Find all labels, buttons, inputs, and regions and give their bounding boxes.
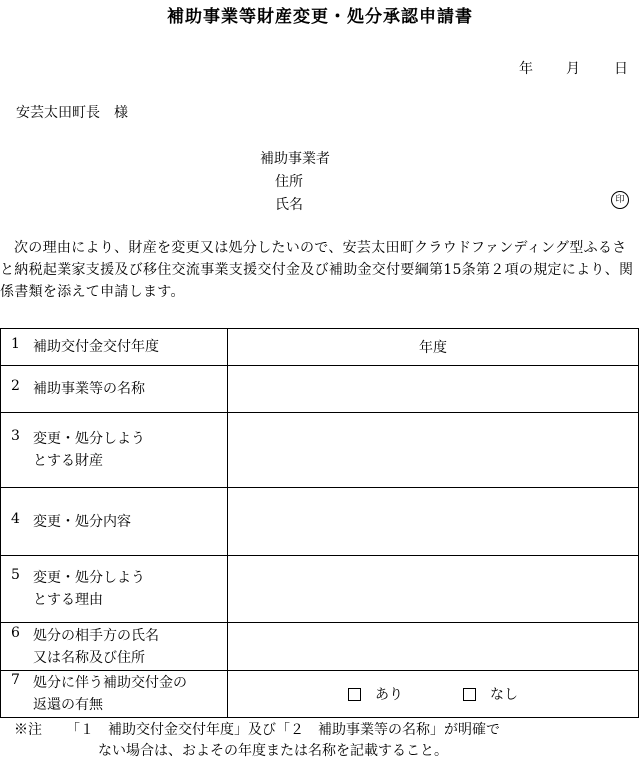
fiscal-year-suffix: 年度 bbox=[419, 340, 447, 356]
table-row bbox=[1, 413, 639, 488]
table-row bbox=[1, 556, 639, 623]
refund-no-option[interactable] bbox=[463, 684, 518, 704]
document-title: 補助事業等財産変更・処分承認申請書 bbox=[167, 7, 473, 27]
row-number: 4 bbox=[11, 510, 20, 527]
change-reason-field[interactable] bbox=[228, 556, 639, 623]
row-number: 3 bbox=[11, 428, 20, 444]
seal-mark: 印 bbox=[611, 191, 629, 209]
row-label bbox=[1, 488, 228, 556]
target-property-field[interactable] bbox=[228, 413, 639, 488]
checkbox-icon[interactable] bbox=[463, 688, 476, 701]
table-row bbox=[1, 488, 639, 556]
applicant-address-label: 住所 bbox=[275, 174, 303, 190]
refund-option-cell bbox=[228, 671, 639, 718]
row-label-text: 処分に伴う補助交付金の bbox=[33, 675, 187, 691]
application-statement: 次の理由により、財産を変更又は処分したいので、安芸太田町クラウドファンディング型ふるさと納税起業家支援及び移住交流事業支援交付金及び補助金交付要綱第15条第２項の規定により、関係書類を添えて申請します。 bbox=[0, 240, 634, 300]
addressee: 安芸太田町長 様 bbox=[16, 105, 128, 121]
row-label bbox=[1, 623, 228, 671]
row-label-text: とする財産 bbox=[33, 453, 103, 469]
row-number: 5 bbox=[11, 567, 20, 583]
footnote-text-1: 「１ 補助交付金交付年度」及び「２ 補助事業等の名称」が明確で bbox=[66, 722, 500, 738]
row-label-text: 変更・処分しよう bbox=[33, 570, 145, 586]
footnote-mark: ※注 bbox=[14, 722, 42, 738]
project-name-field[interactable] bbox=[228, 366, 639, 413]
row-number: 7 bbox=[11, 672, 20, 688]
row-label bbox=[1, 556, 228, 623]
applicant-name-label: 氏名 bbox=[275, 197, 303, 213]
date-month-label: 月 bbox=[566, 61, 580, 77]
row-label bbox=[1, 413, 228, 488]
table-row bbox=[1, 623, 639, 671]
change-details-field[interactable] bbox=[228, 488, 639, 556]
date-year-label: 年 bbox=[519, 61, 533, 77]
row-label-text: 返還の有無 bbox=[33, 697, 103, 713]
row-label bbox=[1, 366, 228, 413]
row-label-text: 変更・処分しよう bbox=[33, 431, 145, 447]
row-number: 2 bbox=[11, 378, 20, 394]
row-label-text: とする理由 bbox=[33, 592, 103, 608]
checkbox-icon[interactable] bbox=[348, 688, 361, 701]
application-form-table bbox=[0, 328, 639, 718]
table-row bbox=[1, 671, 639, 718]
applicant-business-label: 補助事業者 bbox=[260, 151, 330, 167]
fiscal-year-field[interactable] bbox=[228, 329, 639, 366]
refund-yes-label: あり bbox=[375, 687, 403, 703]
row-label-text: 変更・処分内容 bbox=[33, 513, 131, 530]
row-number: 6 bbox=[11, 624, 20, 641]
table-row bbox=[1, 329, 639, 366]
row-number: 1 bbox=[11, 336, 20, 352]
refund-no-label: なし bbox=[490, 687, 518, 703]
row-label bbox=[1, 671, 228, 718]
row-label-text: 処分の相手方の氏名 bbox=[33, 627, 159, 644]
row-label-text: 補助交付金交付年度 bbox=[33, 339, 159, 355]
counterparty-field[interactable] bbox=[228, 623, 639, 671]
table-row bbox=[1, 366, 639, 413]
footnote-line-2: ない場合は、およその年度または名称を記載すること。 bbox=[98, 743, 448, 759]
row-label-text: 又は名称及び住所 bbox=[33, 649, 145, 666]
date-day-label: 日 bbox=[614, 61, 628, 77]
row-label bbox=[1, 329, 228, 366]
refund-yes-option[interactable] bbox=[348, 684, 403, 704]
row-label-text: 補助事業等の名称 bbox=[33, 381, 145, 397]
footnote-line-1 bbox=[14, 719, 500, 739]
